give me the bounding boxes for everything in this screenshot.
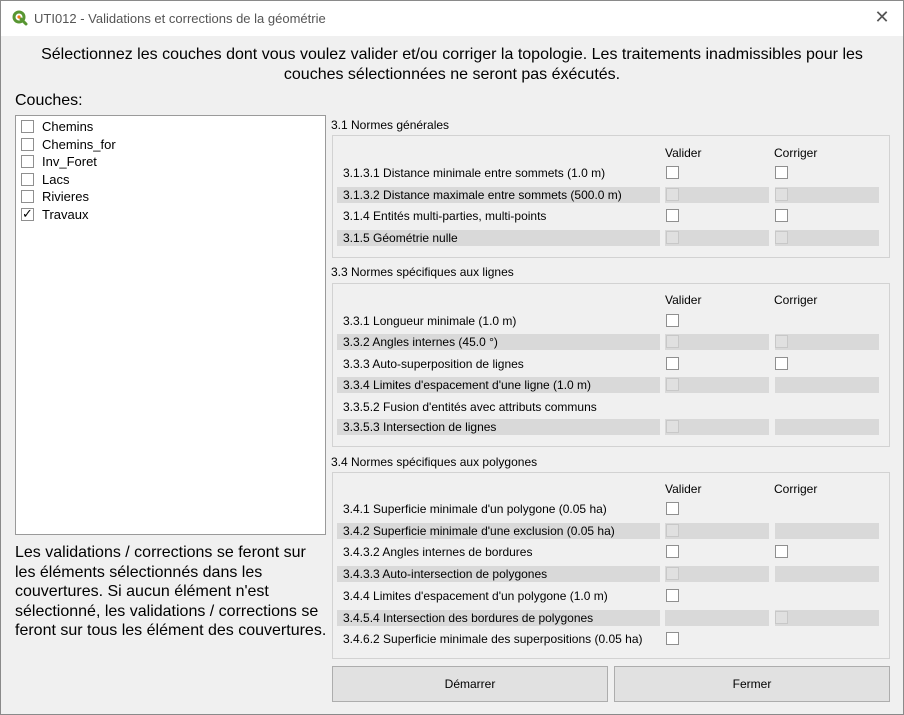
layer-checkbox[interactable] (21, 173, 34, 186)
norm-label: 3.4.3.2 Angles internes de bordures (343, 545, 533, 559)
layer-checkbox[interactable] (21, 155, 34, 168)
column-validate-header: Valider (665, 146, 702, 160)
correct-checkbox[interactable] (775, 209, 788, 222)
validate-checkbox[interactable] (666, 545, 679, 558)
norm-label: 3.4.6.2 Superficie minimale des superpositions (0.05 ha) (343, 632, 643, 646)
layer-checkbox[interactable] (21, 190, 34, 203)
column-correct-header: Corriger (774, 482, 818, 496)
norm-label: 3.4.1 Superficie minimale d'un polygone (0.05 ha) (343, 502, 607, 516)
norm-label: 3.1.4 Entités multi-parties, multi-points (343, 209, 547, 223)
norm-row-3-4-3-2 (337, 544, 879, 560)
layer-checkbox[interactable] (21, 138, 34, 151)
correct-checkbox (775, 231, 788, 244)
norm-label: 3.3.3 Auto-superposition de lignes (343, 357, 524, 371)
validate-checkbox (666, 524, 679, 537)
norm-row-3-4-5-4 (337, 610, 879, 626)
norm-row-3-1-3-2 (337, 187, 879, 203)
layer-item-label: Chemins (42, 119, 94, 134)
layer-item-chemins-for[interactable] (21, 136, 116, 153)
validate-checkbox (666, 567, 679, 580)
norm-row-3-3-1 (337, 313, 879, 329)
validate-checkbox[interactable] (666, 166, 679, 179)
norm-label: 3.3.2 Angles internes (45.0 °) (343, 335, 498, 349)
layer-item-lacs[interactable] (21, 171, 69, 188)
correct-checkbox[interactable] (775, 166, 788, 179)
close-icon[interactable]: ✕ (874, 7, 890, 27)
norm-row-3-1-4 (337, 208, 879, 224)
norm-row-3-3-5-2 (337, 399, 879, 415)
norm-row-3-3-5-3 (337, 419, 879, 435)
column-validate-header: Valider (665, 293, 702, 307)
layer-item-label: Rivieres (42, 189, 89, 204)
section-title-general: 3.1 Normes générales (331, 118, 450, 132)
layer-item-label: Lacs (42, 172, 70, 187)
norm-row-3-4-4 (337, 588, 879, 604)
layer-item-rivieres[interactable] (21, 188, 89, 205)
selection-note: Les validations / corrections se feront sur les éléments sélectionnés dans les couvertures. Si aucun élément n'est sélectionné, les validations / corrections se feront sur tous les élément des couvertures. (15, 544, 327, 640)
correct-checkbox[interactable] (775, 357, 788, 370)
validate-checkbox[interactable] (666, 357, 679, 370)
layer-checkbox[interactable] (21, 208, 34, 221)
close-button[interactable]: Fermer (614, 666, 890, 702)
norm-label: 3.4.3.3 Auto-intersection de polygones (343, 567, 548, 581)
validate-checkbox (666, 188, 679, 201)
column-correct-header: Corriger (774, 146, 818, 160)
layer-checkbox[interactable] (21, 120, 34, 133)
norm-label: 3.4.4 Limites d'espacement d'un polygone (1.0 m) (343, 589, 608, 603)
validate-checkbox[interactable] (666, 589, 679, 602)
norm-row-3-1-3-1 (337, 165, 879, 181)
norm-row-3-4-1 (337, 501, 879, 517)
section-title-polygons: 3.4 Normes spécifiques aux polygones (331, 455, 538, 469)
norm-row-3-4-2 (337, 523, 879, 539)
norm-label: 3.4.2 Superficie minimale d'une exclusion (0.05 ha) (343, 524, 615, 538)
layer-list (15, 115, 326, 535)
norm-label: 3.3.4 Limites d'espacement d'une ligne (1.0 m) (343, 378, 592, 392)
instruction-text: Sélectionnez les couches dont vous voulez valider et/ou corriger la topologie. Les traitements inadmissibles pour les couches sélectionnées ne seront pas éxécutés. (41, 46, 863, 83)
validate-checkbox (666, 420, 679, 433)
validate-checkbox[interactable] (666, 632, 679, 645)
layer-item-inv-foret[interactable] (21, 153, 97, 170)
layers-label: Couches: (15, 92, 83, 109)
layer-item-label: Travaux (42, 207, 89, 222)
layer-item-label: Chemins_for (42, 137, 116, 152)
norm-label: 3.4.5.4 Intersection des bordures de polygones (343, 611, 594, 625)
norm-label: 3.1.3.1 Distance minimale entre sommets (1.0 m) (343, 166, 606, 180)
norm-label: 3.1.5 Géométrie nulle (343, 231, 458, 245)
norm-label: 3.3.1 Longueur minimale (1.0 m) (343, 314, 517, 328)
validate-checkbox (666, 231, 679, 244)
validate-checkbox (666, 378, 679, 391)
section-title-lines: 3.3 Normes spécifiques aux lignes (331, 265, 514, 279)
layer-item-label: Inv_Foret (42, 154, 97, 169)
norm-row-3-3-3 (337, 356, 879, 372)
norm-label: 3.1.3.2 Distance maximale entre sommets (500.0 m) (343, 188, 622, 202)
title-bar (1, 1, 903, 36)
column-validate-header: Valider (665, 482, 702, 496)
qgis-logo-icon (12, 10, 28, 26)
norm-label: 3.3.5.3 Intersection de lignes (343, 420, 497, 434)
norm-row-3-3-4 (337, 377, 879, 393)
norm-row-3-4-6-2 (337, 631, 879, 647)
validate-checkbox[interactable] (666, 209, 679, 222)
correct-checkbox[interactable] (775, 545, 788, 558)
layer-item-chemins[interactable] (21, 118, 93, 135)
correct-checkbox (775, 188, 788, 201)
column-correct-header: Corriger (774, 293, 818, 307)
start-button[interactable]: Démarrer (332, 666, 608, 702)
correct-checkbox (775, 611, 788, 624)
norm-row-3-3-2 (337, 334, 879, 350)
validate-checkbox[interactable] (666, 502, 679, 515)
norm-row-3-1-5 (337, 230, 879, 246)
validate-checkbox (666, 335, 679, 348)
window-title: UTI012 - Validations et corrections de la géométrie (34, 11, 326, 26)
norm-row-3-4-3-3 (337, 566, 879, 582)
norm-label: 3.3.5.2 Fusion d'entités avec attributs communs (343, 400, 597, 414)
layer-item-travaux[interactable] (21, 206, 88, 223)
validate-checkbox[interactable] (666, 314, 679, 327)
correct-checkbox (775, 335, 788, 348)
